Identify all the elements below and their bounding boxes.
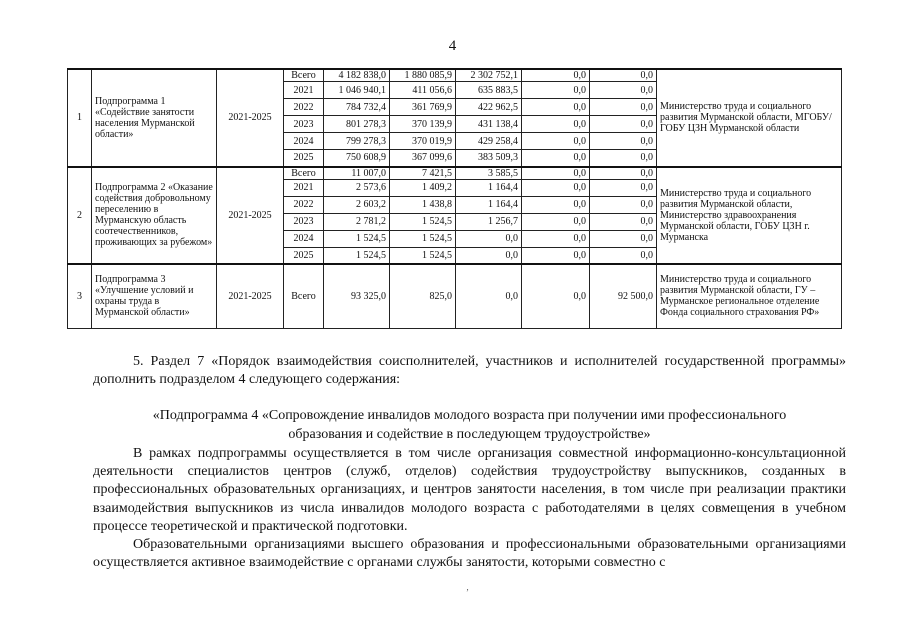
regional-budget-cell: 1 438,8 xyxy=(390,196,456,213)
federal-budget-cell: 0,0 xyxy=(456,230,522,247)
total-cell: 1 524,5 xyxy=(324,247,390,264)
local-budget-cell: 0,0 xyxy=(522,116,590,133)
other-sources-cell: 0,0 xyxy=(590,179,657,196)
total-cell: 784 732,4 xyxy=(324,99,390,116)
other-sources-cell: 0,0 xyxy=(590,150,657,167)
regional-budget-cell: 367 099,6 xyxy=(390,150,456,167)
financing-table xyxy=(67,68,842,329)
federal-budget-cell: 429 258,4 xyxy=(456,133,522,150)
other-sources-cell: 0,0 xyxy=(590,99,657,116)
year-cell: Всего xyxy=(284,69,324,82)
regional-budget-cell: 7 421,5 xyxy=(390,167,456,180)
year-cell: Всего xyxy=(284,264,324,328)
regional-budget-cell: 370 139,9 xyxy=(390,116,456,133)
other-sources-cell: 0,0 xyxy=(590,213,657,230)
total-cell: 4 182 838,0 xyxy=(324,69,390,82)
other-sources-cell: 0,0 xyxy=(590,230,657,247)
federal-budget-cell: 1 164,4 xyxy=(456,179,522,196)
scan-mark: ‚ xyxy=(466,582,469,592)
other-sources-cell: 0,0 xyxy=(590,116,657,133)
total-cell: 750 608,9 xyxy=(324,150,390,167)
year-cell: Всего xyxy=(284,167,324,180)
total-cell: 799 278,3 xyxy=(324,133,390,150)
local-budget-cell: 0,0 xyxy=(522,213,590,230)
total-cell: 93 325,0 xyxy=(324,264,390,328)
regional-budget-cell: 1 524,5 xyxy=(390,213,456,230)
page-number: 4 xyxy=(448,38,457,54)
row-number-cell: 3 xyxy=(68,264,92,328)
other-sources-cell: 92 500,0 xyxy=(590,264,657,328)
period-cell: 2021-2025 xyxy=(217,69,284,167)
year-cell: 2023 xyxy=(284,116,324,133)
total-cell: 1 046 940,1 xyxy=(324,82,390,99)
federal-budget-cell: 3 585,5 xyxy=(456,167,522,180)
table-row xyxy=(68,69,842,82)
table-row xyxy=(68,167,842,180)
other-sources-cell: 0,0 xyxy=(590,133,657,150)
local-budget-cell: 0,0 xyxy=(522,69,590,82)
federal-budget-cell: 635 883,5 xyxy=(456,82,522,99)
period-cell: 2021-2025 xyxy=(217,167,284,265)
local-budget-cell: 0,0 xyxy=(522,196,590,213)
regional-budget-cell: 825,0 xyxy=(390,264,456,328)
subprogram-name-cell: Подпрограмма 1 «Содействие занятости населения Мурманской области» xyxy=(92,69,217,167)
other-sources-cell: 0,0 xyxy=(590,167,657,180)
year-cell: 2021 xyxy=(284,179,324,196)
regional-budget-cell: 1 524,5 xyxy=(390,230,456,247)
other-sources-cell: 0,0 xyxy=(590,196,657,213)
executors-cell: Министерство труда и социального развития Мурманской области, МГОБУ/ГОБУ ЦЗН Мурманской области xyxy=(657,69,842,167)
executors-cell: Министерство труда и социального развития Мурманской области, ГУ – Мурманское региональное отделение Фонда социального страхования РФ» xyxy=(657,264,842,328)
other-sources-cell: 0,0 xyxy=(590,82,657,99)
total-cell: 11 007,0 xyxy=(324,167,390,180)
year-cell: 2025 xyxy=(284,150,324,167)
federal-budget-cell: 431 138,4 xyxy=(456,116,522,133)
federal-budget-cell: 422 962,5 xyxy=(456,99,522,116)
total-cell: 2 573,6 xyxy=(324,179,390,196)
regional-budget-cell: 1 409,2 xyxy=(390,179,456,196)
year-cell: 2022 xyxy=(284,99,324,116)
total-cell: 801 278,3 xyxy=(324,116,390,133)
regional-budget-cell: 411 056,6 xyxy=(390,82,456,99)
subprogram-4-title-line-2: образования и содействие в последующем трудоустройстве» xyxy=(288,426,651,442)
regional-budget-cell: 361 769,9 xyxy=(390,99,456,116)
federal-budget-cell: 2 302 752,1 xyxy=(456,69,522,82)
other-sources-cell: 0,0 xyxy=(590,247,657,264)
local-budget-cell: 0,0 xyxy=(522,167,590,180)
subprogram-4-title xyxy=(93,407,846,444)
local-budget-cell: 0,0 xyxy=(522,179,590,196)
local-budget-cell: 0,0 xyxy=(522,264,590,328)
paragraph-section-7: 5. Раздел 7 «Порядок взаимодействия соисполнителей, участников и исполнителей государственной программы» дополнить подразделом 4 следующего содержания: xyxy=(93,354,846,388)
regional-budget-cell: 1 880 085,9 xyxy=(390,69,456,82)
subprogram-4-title-line-1: «Подпрограмма 4 «Сопровождение инвалидов молодого возраста при получении ими профессионального xyxy=(152,408,787,423)
local-budget-cell: 0,0 xyxy=(522,99,590,116)
subprogram-name-cell: Подпрограмма 3 «Улучшение условий и охраны труда в Мурманской области» xyxy=(92,264,217,328)
table-row xyxy=(68,264,842,328)
year-cell: 2023 xyxy=(284,213,324,230)
local-budget-cell: 0,0 xyxy=(522,82,590,99)
total-cell: 2 781,2 xyxy=(324,213,390,230)
local-budget-cell: 0,0 xyxy=(522,133,590,150)
federal-budget-cell: 1 164,4 xyxy=(456,196,522,213)
total-cell: 1 524,5 xyxy=(324,230,390,247)
federal-budget-cell: 0,0 xyxy=(456,247,522,264)
subprogram-name-cell: Подпрограмма 2 «Оказание содействия добровольному переселению в Мурманскую область соотечественников, проживающих за рубежом» xyxy=(92,167,217,265)
federal-budget-cell: 0,0 xyxy=(456,264,522,328)
executors-cell: Министерство труда и социального развития Мурманской области, Министерство здравоохранения Мурманской области, ГОБУ ЦЗН г. Мурманска xyxy=(657,167,842,265)
total-cell: 2 603,2 xyxy=(324,196,390,213)
period-cell: 2021-2025 xyxy=(217,264,284,328)
local-budget-cell: 0,0 xyxy=(522,150,590,167)
other-sources-cell: 0,0 xyxy=(590,69,657,82)
federal-budget-cell: 1 256,7 xyxy=(456,213,522,230)
paragraph-educational-organizations: Образовательными организациями высшего образования и профессиональными образовательными организациями осуществляется активное взаимодействие с органами службы занятости, которыми совместно с xyxy=(93,537,846,571)
paragraph-subprogram-description: В рамках подпрограммы осуществляется в том числе организация совместной информационно-консультационной деятельности специалистов центров (служб, отделов) содействия трудоустройству выпускников, созданных в профессиональных образовательных организациях, и центров занятости населения, в том числе при реализации практики взаимодействия выпускников из числа инвалидов молодого возраста с работодателями в целях совмещения в учебном процессе теоретической и практической подготовки. xyxy=(93,446,846,534)
regional-budget-cell: 370 019,9 xyxy=(390,133,456,150)
year-cell: 2022 xyxy=(284,196,324,213)
year-cell: 2021 xyxy=(284,82,324,99)
row-number-cell: 2 xyxy=(68,167,92,265)
local-budget-cell: 0,0 xyxy=(522,230,590,247)
regional-budget-cell: 1 524,5 xyxy=(390,247,456,264)
year-cell: 2024 xyxy=(284,230,324,247)
row-number-cell: 1 xyxy=(68,69,92,167)
federal-budget-cell: 383 509,3 xyxy=(456,150,522,167)
year-cell: 2025 xyxy=(284,247,324,264)
local-budget-cell: 0,0 xyxy=(522,247,590,264)
year-cell: 2024 xyxy=(284,133,324,150)
